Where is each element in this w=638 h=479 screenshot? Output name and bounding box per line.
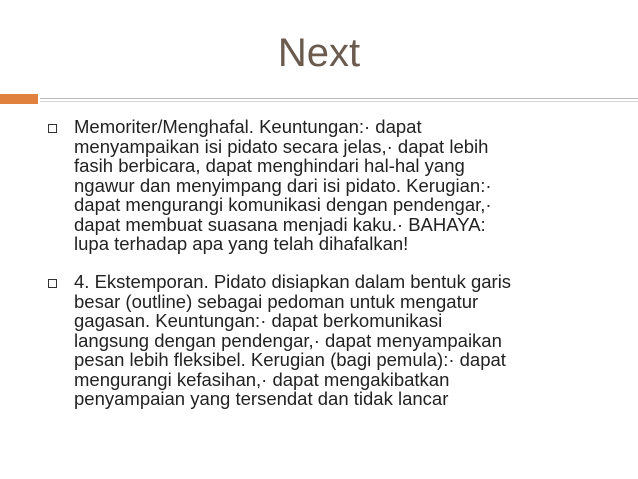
title-divider-line-secondary xyxy=(40,101,638,102)
title-divider-line xyxy=(40,98,638,99)
bullet-text: Memoriter/Menghafal. Keuntungan:· dapat menyampaikan isi pidato secara jelas,· dapat lebih fasih berbicara, dapat menghindari hal-hal yang ngawur dan menyimpang dari isi pidato. Kerugian:· dapat mengurangi komunikasi dengan pendengar,· dapat membuat suasana menjadi kaku.· BAHAYA: lupa terhadap apa yang telah dihafalkan! xyxy=(74,116,492,254)
square-bullet-icon xyxy=(48,124,57,133)
title-accent-bar xyxy=(0,94,38,104)
square-bullet-icon xyxy=(48,279,57,288)
bullet-text: 4. Ekstemporan. Pidato disiapkan dalam bentuk garis besar (outline) sebagai pedoman untuk mengatur gagasan. Keuntungan:· dapat berkomunikasi langsung dengan pendengar,· dapat menyampaikan pesan lebih fleksibel. Kerugian (bagi pemula):· dapat mengurangi kefasihan,· dapat mengakibatkan penyampaian yang tersendat dan tidak lancar xyxy=(74,271,512,409)
slide-title: Next xyxy=(277,31,361,75)
